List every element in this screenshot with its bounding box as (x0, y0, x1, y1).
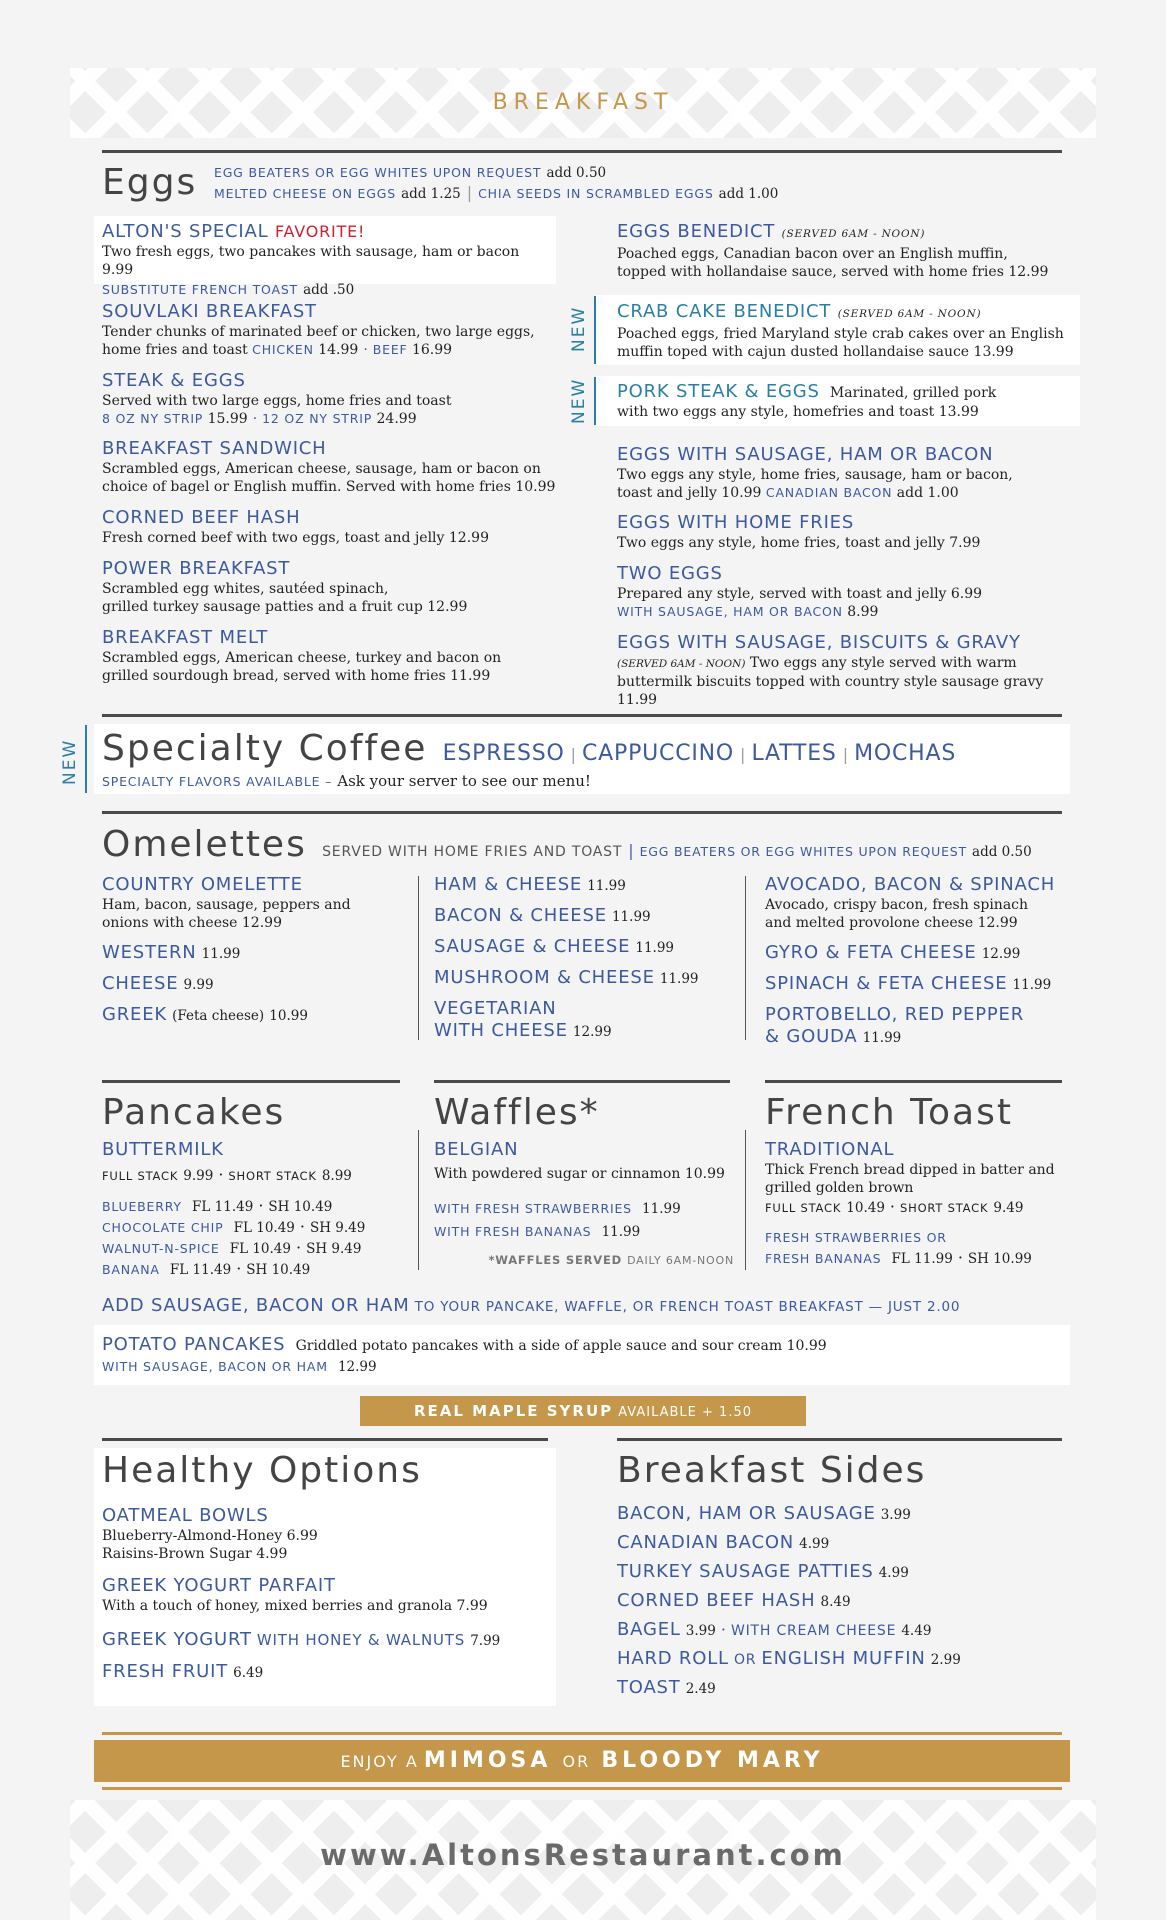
omelettes-title: Omelettes (102, 824, 307, 865)
item-desc: Two eggs any style served with warm (749, 655, 1017, 671)
stack-price: 9.49 (993, 1200, 1024, 1216)
item-name: BREAKFAST SANDWICH (102, 438, 327, 459)
stack-label: FULL STACK (102, 1169, 179, 1183)
item-desc: grilled golden brown (765, 1180, 914, 1196)
waffles-note: *WAFFLES SERVED (488, 1253, 623, 1267)
item-desc: With a touch of honey, mixed berries and granola 7.99 (102, 1598, 488, 1614)
divider (434, 1080, 730, 1083)
menu-item-power-breakfast (102, 558, 552, 616)
variant-full: FL 11.99 (891, 1251, 953, 1267)
menu-item-eggs-benedict (617, 221, 1077, 281)
egg-beaters-note: EGG BEATERS OR EGG WHITES UPON REQUEST (214, 165, 542, 180)
omelettes-note: EGG BEATERS OR EGG WHITES UPON REQUEST (639, 844, 967, 859)
column-divider (418, 1130, 419, 1270)
addon-main: ADD SAUSAGE, BACON OR HAM (102, 1295, 410, 1316)
item-option-price: add .50 (303, 282, 355, 298)
french-toast-section: French Toast TRADITIONAL Thick French bread dipped in batter and grilled golden brown FULL STACK 10.49 · SHORT STACK 9.49 FRESH STRAWBERRIES OR FRESH BANANAS FL 11.99 · SH 10.99 (765, 1092, 1075, 1269)
omelettes-col-3 (765, 874, 1095, 1048)
item-price: 7.99 (470, 1633, 501, 1649)
item-or: OR (733, 1652, 757, 1668)
item-desc: Poached eggs, Canadian bacon over an English muffin, (617, 246, 1008, 262)
item-price: 2.99 (930, 1652, 961, 1668)
variant-short: SH 9.49 (309, 1220, 366, 1236)
item-name: VEGETARIAN (434, 998, 557, 1019)
item-desc: Thick French bread dipped in batter and (765, 1162, 1055, 1178)
stack-price: 9.99 (183, 1168, 214, 1184)
item-name: BREAKFAST MELT (102, 627, 269, 648)
item-name: CRAB CAKE BENEDICT (617, 301, 832, 322)
item-name: HAM & CHEESE (434, 874, 583, 895)
divider (102, 811, 1062, 814)
item-name: WITH CHEESE (434, 1020, 568, 1041)
menu-item-breakfast-sandwich (102, 438, 562, 496)
item-price: 10.99 (269, 1008, 308, 1024)
variant-short: SH 10.49 (246, 1262, 311, 1278)
item-name: GREEK YOGURT (102, 1629, 252, 1650)
egg-beaters-price: add 0.50 (546, 165, 607, 181)
divider (102, 714, 1062, 717)
addon-line (102, 1295, 1082, 1317)
item-price: 9.99 (183, 977, 214, 993)
item-name: TWO EGGS (617, 563, 723, 584)
item-option-price: 12.99 (337, 1359, 377, 1375)
menu-item-breakfast-melt (102, 627, 552, 685)
item-name: ALTON'S SPECIAL (102, 221, 269, 242)
menu-item-eggs-home-fries (617, 512, 1077, 552)
item-name: TRADITIONAL (765, 1139, 895, 1160)
item-option: 8 OZ NY STRIP (102, 411, 204, 426)
coffee-type-mochas: MOCHAS (854, 741, 957, 766)
drinks-enjoy: ENJOY A (340, 1752, 419, 1771)
item-desc: topped with hollandaise sauce, served with home fries 12.99 (617, 264, 1049, 280)
variant-name: WALNUT-N-SPICE (102, 1241, 220, 1256)
column-divider (418, 876, 419, 1040)
divider (765, 1080, 1062, 1083)
serving-hours: (SERVED 6AM - NOON) (837, 308, 982, 320)
item-desc: toast and jelly 10.99 (617, 485, 762, 501)
item-price: 15.99 (207, 411, 248, 427)
omelettes-served: SERVED WITH HOME FRIES AND TOAST (322, 844, 623, 860)
item-name: EGGS WITH SAUSAGE, BISCUITS & GRAVY (617, 632, 1021, 653)
item-price: 24.99 (376, 411, 417, 427)
item-name: CORNED BEEF HASH (102, 507, 301, 528)
item-option-price: 11.99 (642, 1201, 681, 1217)
coffee-title: Specialty Coffee (102, 728, 428, 769)
stack-label: SHORT STACK (900, 1201, 989, 1215)
healthy-section (102, 1450, 552, 1683)
item-desc: Marinated, grilled pork (829, 385, 997, 401)
item-desc: Tender chunks of marinated beef or chicken, two large eggs, (102, 324, 535, 340)
favorite-badge: FAVORITE! (275, 222, 366, 241)
item-name: BACON, HAM OR SAUSAGE (617, 1503, 876, 1524)
item-option: WITH FRESH BANANAS (434, 1224, 592, 1239)
item-option-price: 11.99 (601, 1224, 641, 1240)
item-name: GREEK YOGURT PARFAIT (102, 1575, 336, 1596)
item-price: 6.49 (233, 1665, 264, 1681)
item-price: 11.99 (1012, 977, 1052, 993)
item-desc: Fresh corned beef with two eggs, toast and jelly 12.99 (102, 530, 489, 546)
waffles-section (434, 1092, 734, 1268)
item-name: AVOCADO, BACON & SPINACH (765, 874, 1056, 895)
item-name: SAUSAGE & CHEESE (434, 936, 631, 957)
item-name: CANADIAN BACON (617, 1532, 795, 1553)
eggs-title: Eggs (102, 162, 198, 203)
serving-hours: (SERVED 6AM - NOON) (781, 228, 926, 240)
item-name: COUNTRY OMELETTE (102, 874, 303, 895)
item-price: 11.99 (201, 946, 241, 962)
coffee-section: Specialty Coffee ESPRESSO | CAPPUCCINO | LATTES | MOCHAS SPECIALTY FLAVORS AVAILABLE – Ask your server to see our menu! (102, 728, 957, 790)
flavors-text: Ask your server to see our menu! (337, 772, 591, 790)
item-price: 11.99 (611, 909, 651, 925)
item-desc: Two eggs any style, home fries, toast and jelly 7.99 (617, 535, 981, 551)
item-price: 11.99 (659, 971, 699, 987)
item-name: BELGIAN (434, 1139, 519, 1160)
item-name: SOUVLAKI BREAKFAST (102, 301, 317, 322)
item-price: 8.49 (820, 1594, 851, 1610)
item-desc: Scrambled eggs, American cheese, turkey and bacon on (102, 650, 502, 666)
item-name: TURKEY SAUSAGE PATTIES (617, 1561, 874, 1582)
item-desc: Poached eggs, fried Maryland style crab cakes over an English (617, 326, 1064, 342)
divider (102, 1080, 400, 1083)
menu-item-eggs-sausage-ham-bacon (617, 444, 1077, 502)
drinks-bloody-mary: BLOODY MARY (601, 1748, 824, 1773)
column-divider (745, 1130, 746, 1270)
eggs-notes: EGG BEATERS OR EGG WHITES UPON REQUEST add 0.50 MELTED CHEESE ON EGGS add 1.25 | CHIA SEEDS IN SCRAMBLED EGGS add 1.00 (214, 165, 779, 202)
pancakes-section: Pancakes BUTTERMILK FULL STACK 9.99 · SHORT STACK 8.99 BLUEBERRY FL 11.49 · SH 10.49 CHOCOLATE CHIP FL 10.49 · SH 9.49 WALNUT-N-SPICE FL 10.49 · SH 9.49 BANANA FL 11.49 · SH 10.49 (102, 1092, 412, 1280)
melted-cheese-note: MELTED CHEESE ON EGGS (214, 186, 396, 201)
item-name: HARD ROLL (617, 1648, 729, 1669)
item-name: GREEK (102, 1004, 168, 1025)
divider (102, 150, 1062, 153)
menu-item-altons-special (102, 221, 552, 298)
item-name: POWER BREAKFAST (102, 558, 291, 579)
item-name: EGGS WITH HOME FRIES (617, 512, 855, 533)
item-desc: Scrambled eggs, American cheese, sausage, ham or bacon on (102, 461, 541, 477)
item-desc: choice of bagel or English muffin. Served with home fries 10.99 (102, 479, 556, 495)
stack-price: 8.99 (321, 1168, 352, 1184)
item-price: 4.99 (878, 1565, 909, 1581)
gold-rule (102, 1787, 1062, 1790)
menu-item-two-eggs (617, 563, 1077, 621)
variant-short: SH 10.49 (268, 1199, 333, 1215)
item-desc: Raisins-Brown Sugar 4.99 (102, 1546, 288, 1562)
new-bar (85, 725, 87, 793)
item-extra: (Feta cheese) (172, 1008, 265, 1024)
item-desc: Griddled potato pancakes with a side of apple sauce and sour cream 10.99 (295, 1338, 827, 1354)
menu-item-corned-beef-hash (102, 507, 552, 547)
item-desc: Scrambled egg whites, sautéed spinach, (102, 581, 389, 597)
item-name: CORNED BEEF HASH (617, 1590, 816, 1611)
item-desc: Two eggs any style, home fries, sausage, ham or bacon, (617, 467, 1013, 483)
coffee-type-cappuccino: CAPPUCCINO (582, 741, 735, 766)
new-badge: NEW (569, 305, 589, 352)
chia-seeds-price: add 1.00 (718, 186, 779, 202)
item-name: PORK STEAK & EGGS (617, 381, 820, 402)
item-price: 12.99 (572, 1024, 612, 1040)
menu-item-steak-eggs: STEAK & EGGS Served with two large eggs, home fries and toast 8 OZ NY STRIP 15.99 · 12 OZ NY STRIP 24.99 (102, 370, 552, 428)
item-name: WESTERN (102, 942, 197, 963)
serving-hours: (SERVED 6AM - NOON) (617, 658, 746, 670)
new-bar (594, 296, 596, 364)
omelettes-col-1 (102, 874, 412, 1026)
divider (102, 1438, 548, 1441)
flavors-label: SPECIALTY FLAVORS AVAILABLE – (102, 774, 333, 789)
drinks-or: OR (562, 1752, 591, 1771)
website-link[interactable]: www.AltonsRestaurant.com (320, 1838, 846, 1872)
omelettes-header: Omelettes SERVED WITH HOME FRIES AND TOAST | EGG BEATERS OR EGG WHITES UPON REQUEST add 0.50 (102, 824, 1032, 865)
new-bar (594, 377, 596, 425)
item-option: CANADIAN BACON (765, 485, 893, 500)
stack-label: FULL STACK (765, 1201, 842, 1215)
item-name: FRESH FRUIT (102, 1661, 229, 1682)
sides-title: Breakfast Sides (617, 1450, 927, 1491)
new-badge: NEW (60, 738, 80, 785)
item-name: EGGS BENEDICT (617, 221, 776, 242)
waffles-title: Waffles* (434, 1092, 600, 1133)
item-name: BUTTERMILK (102, 1139, 224, 1160)
french-toast-title: French Toast (765, 1092, 1013, 1133)
drinks-mimosa: MIMOSA (423, 1748, 552, 1773)
item-name: BACON & CHEESE (434, 905, 607, 926)
item-desc: Served with two large eggs, home fries and toast (102, 393, 452, 409)
pancakes-title: Pancakes (102, 1092, 286, 1133)
waffles-note-hours: DAILY 6AM-NOON (627, 1254, 734, 1267)
item-desc: Two fresh eggs, two pancakes with sausage, ham or bacon 9.99 (102, 244, 520, 278)
item-option: FRESH BANANAS (765, 1251, 882, 1266)
item-name: EGGS WITH SAUSAGE, HAM OR BACON (617, 444, 994, 465)
item-option-price: 8.99 (847, 604, 879, 620)
item-name: CHEESE (102, 973, 179, 994)
item-name: BAGEL (617, 1619, 681, 1640)
item-option: 12 OZ NY STRIP (262, 411, 373, 426)
item-price: 4.99 (799, 1536, 830, 1552)
variant-name: BLUEBERRY (102, 1199, 182, 1214)
menu-item-pork-steak-eggs (617, 381, 1077, 421)
item-option: WITH HONEY & WALNUTS (256, 1631, 466, 1649)
item-price: 12.99 (981, 946, 1021, 962)
item-option: FRESH STRAWBERRIES OR (765, 1230, 947, 1245)
gold-rule (102, 1732, 1062, 1735)
item-option: WITH CREAM CHEESE (730, 1623, 897, 1639)
menu-item-potato-pancakes (102, 1334, 1062, 1375)
item-name: TOAST (617, 1677, 681, 1698)
variant-full: FL 11.49 (169, 1262, 232, 1278)
column-divider (745, 876, 746, 1040)
item-option: WITH SAUSAGE, BACON OR HAM (102, 1359, 328, 1374)
item-name: STEAK & EGGS (102, 370, 246, 391)
item-desc: grilled sourdough bread, served with home fries 11.99 (102, 668, 491, 684)
page-title: BREAKFAST (492, 90, 674, 115)
item-name: SPINACH & FETA CHEESE (765, 973, 1008, 994)
melted-cheese-price: add 1.25 (401, 186, 461, 202)
item-price: 3.99 (880, 1507, 911, 1523)
menu-item-souvlaki: SOUVLAKI BREAKFAST Tender chunks of marinated beef or chicken, two large eggs, home fries and toast CHICKEN 14.99 · BEEF 16.99 (102, 301, 552, 359)
syrup-price: AVAILABLE + 1.50 (618, 1405, 752, 1420)
chia-seeds-note: CHIA SEEDS IN SCRAMBLED EGGS (478, 186, 714, 201)
item-desc: muffin toped with cajun dusted hollandaise sauce 13.99 (617, 344, 1014, 360)
item-desc: home fries and toast (102, 342, 248, 358)
item-name: OATMEAL BOWLS (102, 1505, 269, 1526)
stack-price: 10.49 (846, 1200, 885, 1216)
menu-item-eggs-biscuits-gravy (617, 632, 1087, 709)
variant-full: FL 11.49 (192, 1199, 254, 1215)
variant-full: FL 10.49 (229, 1241, 291, 1257)
item-name: MUSHROOM & CHEESE (434, 967, 655, 988)
syrup-banner (360, 1396, 806, 1426)
item-price: 14.99 (318, 342, 359, 358)
item-price: 2.49 (685, 1681, 716, 1697)
addon-detail: TO YOUR PANCAKE, WAFFLE, OR FRENCH TOAST BREAKFAST — JUST 2.00 (414, 1299, 961, 1315)
item-option: CHICKEN (252, 342, 314, 357)
item-option-price: 4.49 (901, 1623, 932, 1639)
item-option: BEEF (372, 342, 408, 357)
item-option: WITH FRESH STRAWBERRIES (434, 1201, 632, 1216)
item-name: ENGLISH MUFFIN (761, 1648, 926, 1669)
variant-short: SH 10.99 (967, 1251, 1032, 1267)
item-desc: with two eggs any style, homefries and toast 13.99 (617, 404, 979, 420)
item-desc: buttermilk biscuits topped with country style sausage gravy 11.99 (617, 674, 1044, 708)
item-price: 11.99 (587, 878, 626, 894)
item-desc: Prepared any style, served with toast and jelly 6.99 (617, 586, 983, 602)
divider (617, 1438, 1062, 1441)
item-name: & GOUDA (765, 1026, 858, 1047)
item-price: 16.99 (411, 342, 453, 358)
item-desc: grilled turkey sausage patties and a fruit cup 12.99 (102, 599, 468, 615)
new-badge: NEW (569, 377, 589, 424)
item-desc: Blueberry-Almond-Honey 6.99 (102, 1528, 318, 1544)
item-name: POTATO PANCAKES (102, 1334, 286, 1355)
menu-item-crab-cake-benedict (617, 301, 1077, 361)
item-price: 11.99 (862, 1030, 902, 1046)
item-desc: onions with cheese 12.99 (102, 915, 282, 931)
item-desc: Avocado, crispy bacon, fresh spinach (765, 897, 1029, 913)
item-name: GYRO & FETA CHEESE (765, 942, 977, 963)
stack-label: SHORT STACK (228, 1169, 317, 1183)
drinks-banner (94, 1740, 1070, 1782)
coffee-type-lattes: LATTES (751, 741, 837, 766)
sides-section: Breakfast Sides BACON, HAM OR SAUSAGE 3.99 CANADIAN BACON 4.99 TURKEY SAUSAGE PATTIES 4.99 CORNED BEEF HASH 8.49 BAGEL 3.99 · WITH CREAM CHEESE 4.49 HARD ROLL OR ENGLISH MUFFIN 2.99 TOAST 2.49 (617, 1450, 1077, 1699)
item-desc: and melted provolone cheese 12.99 (765, 915, 1018, 931)
coffee-type-espresso: ESPRESSO (442, 741, 565, 766)
item-desc: Ham, bacon, sausage, peppers and (102, 897, 351, 913)
item-price: 3.99 (685, 1623, 716, 1639)
omelettes-col-2 (434, 874, 734, 1042)
item-option: SUBSTITUTE FRENCH TOAST (102, 282, 298, 297)
omelettes-note-price: add 0.50 (972, 844, 1032, 860)
variant-short: SH 9.49 (306, 1241, 362, 1257)
healthy-title: Healthy Options (102, 1450, 422, 1491)
variant-name: CHOCOLATE CHIP (102, 1220, 224, 1235)
item-price: 11.99 (635, 940, 675, 956)
variant-full: FL 10.49 (233, 1220, 295, 1236)
item-name: PORTOBELLO, RED PEPPER (765, 1004, 1025, 1025)
variant-name: BANANA (102, 1262, 160, 1277)
item-option-price: add 1.00 (896, 485, 959, 501)
item-option: WITH SAUSAGE, HAM OR BACON (617, 604, 843, 619)
syrup-label: REAL MAPLE SYRUP (414, 1402, 614, 1420)
item-desc: With powdered sugar or cinnamon 10.99 (434, 1166, 725, 1182)
